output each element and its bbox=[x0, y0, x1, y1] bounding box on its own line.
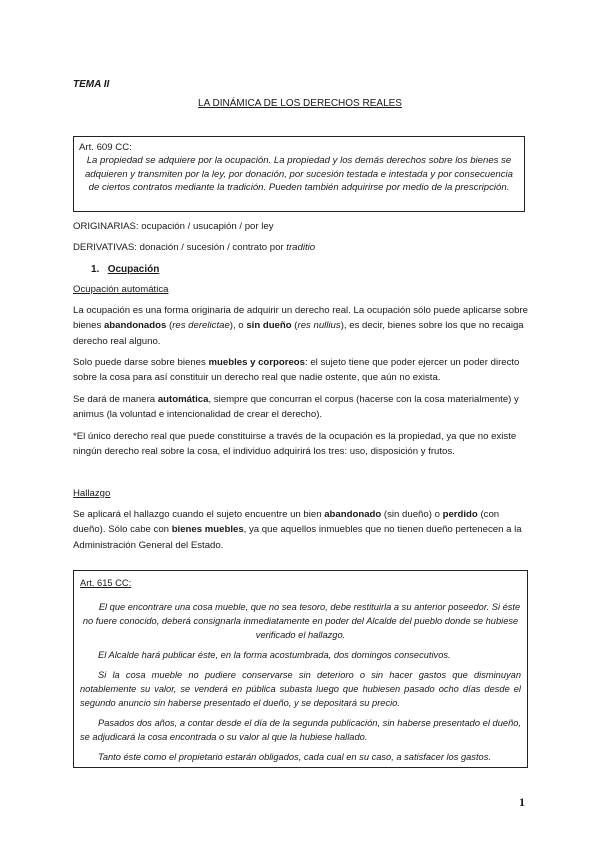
art-615-paragraph: El que encontrare una cosa mueble, que no sea tesoro, debe restituirla a su anterior poseedor. Si éste no fuere conocido, deberá consignarla inmediatamente en poder del Alcalde del pueblo donde se hubiese verificado el hallazgo. bbox=[82, 602, 521, 640]
art-609-label: Art. 609 CC: bbox=[79, 142, 132, 153]
derivativas-line: DERIVATIVAS: donación / sucesión / contrato por traditio bbox=[73, 242, 316, 253]
tema-label: TEMA II bbox=[73, 79, 110, 90]
art-615-paragraph: Pasados dos años, a contar desde el día de la segunda publicación, sin haberse presentado el dueño, se adjudicará la cosa encontrada o su valor al que la hubiese hallado. bbox=[80, 718, 521, 742]
subheading-ocupacion-automatica: Ocupación automática bbox=[73, 284, 169, 295]
art-615-label: Art. 615 CC: bbox=[80, 578, 132, 588]
paragraph-hallazgo: Se aplicará el hallazgo cuando el sujeto encuentre un bien abandonado (sin dueño) o perdido (con dueño). Sólo cabe con bienes muebles, ya que aquellos inmuebles que no tienen dueño pertenecen a la Administración General del Estado. bbox=[73, 509, 522, 551]
art-615-paragraph: El Alcalde hará publicar éste, en la forma acostumbrada, dos domingos consecutivos. bbox=[98, 650, 451, 660]
art-615-paragraph: Tanto éste como el propietario estarán obligados, cada cual en su caso, a satisfacer los gastos. bbox=[98, 752, 491, 762]
page-title: LA DINÁMICA DE LOS DERECHOS REALES bbox=[198, 98, 402, 109]
paragraph-ocupacion-1: La ocupación es una forma originaria de adquirir un derecho real. La ocupación sólo puede aplicarse sobre bienes abandonados (res derelictae), o sin dueño (res nullius), es decir, bienes sobre los que no recaiga derecho real alguno. bbox=[73, 305, 528, 347]
section-heading-ocupacion: 1. Ocupación bbox=[91, 264, 160, 275]
art-615-paragraph: Si la cosa mueble no pudiere conservarse sin deterioro o sin hacer gastos que disminuyan notablemente su valor, se venderá en pública subasta luego que hubiesen pasado ocho días desde el segundo anuncio sin haberse presentado el dueño, y se depositará su precio. bbox=[80, 670, 521, 708]
paragraph-ocupacion-3: Se dará de manera automática, siempre que concurran el corpus (hacerse con la cosa materialmente) y animus (la voluntad e intencionalidad de crear el derecho). bbox=[73, 394, 519, 421]
art-609-box bbox=[73, 136, 525, 212]
subheading-hallazgo: Hallazgo bbox=[73, 488, 111, 499]
originarias-line: ORIGINARIAS: ocupación / usucapión / por ley bbox=[73, 221, 274, 232]
page-number: 1 bbox=[519, 795, 525, 809]
paragraph-ocupacion-2: Solo puede darse sobre bienes muebles y corporeos: el sujeto tiene que poder ejercer un poder directo sobre la cosa para así constituir un derecho real que nadie ostente, que aún no exista. bbox=[73, 357, 520, 384]
art-615-box bbox=[73, 570, 528, 768]
paragraph-ocupacion-4: *El único derecho real que puede constituirse a través de la ocupación es la propiedad, ya que no existe ningún derecho real sobre la cosa, el individuo adquirirá los tres: uso, disposición y frutos. bbox=[73, 431, 517, 458]
art-609-text: La propiedad se adquiere por la ocupación. La propiedad y los demás derechos sobre los bienes se adquieren y transmiten por la ley, por donación, por sucesión testada e intestada y por consecuencia de ciertos contratos mediante la tradición. Pueden también adquirirse por medio de la prescripción. bbox=[84, 155, 514, 194]
